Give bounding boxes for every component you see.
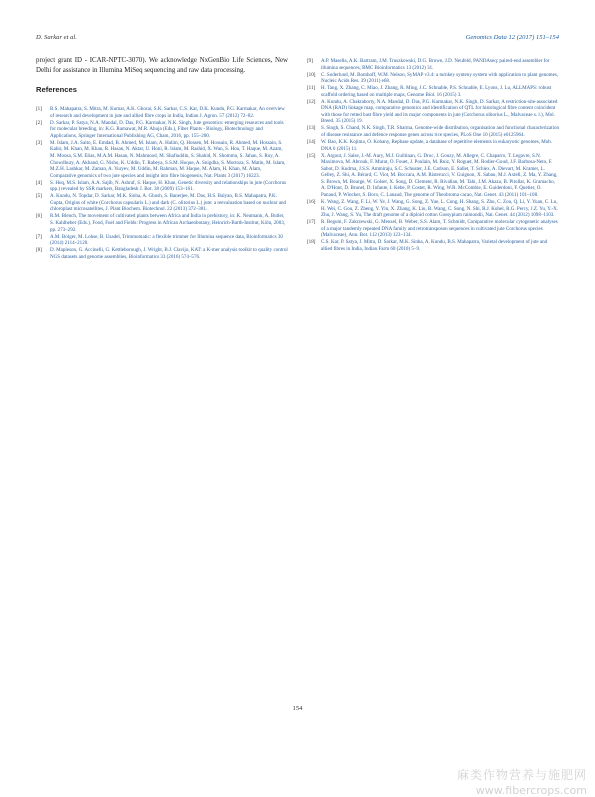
reference-citation[interactable]: X. Argout, J. Salse, J.-M. Aury, M.J. Guiltinan, G. Droc, J. Gouzy, M. Allegre, C. Chaparro, T. Legavre, S.N. Maximova, M. Abrouk, F. Murat, O. Fouet, J. Poulain, M. Ruiz, Y. Roguet, M. Rodier-Goud, J.F. Barbosa-Neto, F. Sabot, D. Kudrna, J.S.S. Ammiraju, S.C. Schuster, J.E. Carlson, E. Sallet, T. Schiex, A. Dievart, M. Kramer, L. Gelley, Z. Shi, A. Bérard, C. Viot, M. Boccara, A.M. Risterucci, V. Guignon, X. Sabau, M.J. Axtell, Z. Ma, Y. Zhang, S. Brown, M. Bourge, W. Golser, X. Song, D. Clement, R. Rivallan, M. Tahi, J.M. Akaza, B. Pitollat, K. Gramacho, A. D'Hont, D. Brunel, D. Infante, I. Kebe, P. Costet, R. Wing, W.R. McCombie, E. Guiderdoni, F. Quetier, O. Panaud, P. Wincker, S. Bocs, C. Lanaud, The genome of Theobroma cacao, Nat. Genet. 43 (2011) 101–108. (321, 152, 558, 198)
reference-number: [13] (307, 125, 316, 132)
reference-citation[interactable]: S. Huq, M.S. Islam, A.A. Sajib, N. Ashraf, S. Haque, H. Khan, Genetic diversity and relationships in jute (Corchorus spp.) revealed by SSR markers, Bangladesh J. Bot. 38 (2009) 153–161. (50, 179, 287, 193)
reference-item[interactable] (307, 239, 559, 252)
reference-number: [6] (36, 213, 42, 220)
reference-number: [10] (307, 71, 316, 78)
reference-citation[interactable]: R.M. Blench, The movement of cultivated plants between Africa and India in prehistory, in: K. Neumann, A. Butler, S. Kahlheber (Eds.), Food, Fuel and Fields: Progress in African Archaeobotany, Heinrich-Barth-Institut, Köln, 2003, pp. 273–292. (50, 213, 286, 233)
reference-item[interactable] (36, 234, 288, 247)
reference-list-right (307, 58, 559, 252)
watermark (457, 766, 587, 797)
reference-number: [17] (307, 219, 316, 226)
reference-citation[interactable]: A. Kundu, N. Topdar, D. Sarkar, M.K. Sinha, A. Ghosh, S. Banerjee, M. Das, H.S. Balyan, B.S. Mahapatra, P.K. Gupta, Origins of white (Corchorus capsularis L.) and dark (C. olitorius L.) jute: a reevaluation based on nuclear and chloroplast microsatellites, J. Plant Biochem. Biotechnol. 22 (2013) 372–381. (50, 193, 287, 213)
reference-item[interactable] (36, 213, 288, 233)
reference-citation[interactable]: A.M. Bolger, M. Lohse, B. Usadel, Trimmomatic: a flexible trimmer for Illumina sequence data, Bioinformatics 30 (2014) 2114–2120. (50, 233, 283, 247)
reference-number: [1] (36, 106, 42, 113)
reference-citation[interactable]: C.S. Kar, P. Satya, J. Mitra, D. Sarkar, M.K. Sinha, A. Kundu, B.S. Mahapatra, Varietal development of jute and allied fibres in India, Indian Farm 60 (2010) 5–9. (321, 239, 548, 252)
reference-item[interactable] (36, 120, 288, 140)
reference-number: [7] (36, 233, 42, 240)
reference-number: [9] (307, 58, 313, 64)
reference-item[interactable] (36, 180, 288, 193)
reference-item[interactable] (307, 72, 559, 85)
reference-item[interactable] (307, 199, 559, 219)
running-header-authors: D. Sarkar et al. (36, 34, 77, 41)
reference-number: [3] (36, 139, 42, 146)
reference-number: [15] (307, 152, 316, 159)
reference-citation[interactable]: M. Islam, J.A. Saito, E. Emdad, B. Ahmed, M. Islam, A. Halim, Q. Hossen, M. Hossain, R. Ahmed, M. Hossain, S. Kabir, M. Khan, M. Khan, R. Hasan, N. Aktar, U. Honi, R. Islam, M. Rashid, X. Wan, S. Hou, T. Haque, M. Azam, M. Moosa, S.M. Elias, M.A.M. Hasan, N. Mahmood, M. Shafiuddin, S. Shahid, N. Shommu, S. Jahan, S. Roy, A. Chowdhury, A. Akhand, G. Nisho, K. Uddin, T. Rabeya, S.S.M. Hoque, A. Snigdha, S. Mortoza, S. Matin, M. Islam, M.Z.H. Lashkar, M. Zaman, A. Yuryev, M. Uddin, M. Rahman, M. Haque, M. Alam, H. Khan, M. Alam, Comparative genomics of two jute species and insight into fibre biogenesis, Nat. Plants 3 (2017) 16223. (50, 139, 286, 179)
reference-item[interactable] (36, 193, 288, 213)
running-header-journal[interactable]: Genomics Data 12 (2017) 151–154 (465, 34, 559, 41)
reference-citation[interactable]: C. Soderlund, M. Bomhoff, W.M. Nelson, SyMAP v3.4: a turnkey synteny system with application to plant genomes, Nucleic Acids Res. 39 (2011) e68. (321, 71, 559, 85)
reference-citation[interactable]: H. Tang, X. Zhang, C. Miao, J. Zhang, R. Ming, J.C. Schnable, P.S. Schnable, E. Lyons, J. Lu, ALLMAPS: robust scaffold ordering based on multiple maps, Genome Biol. 16 (2015) 3. (321, 85, 552, 98)
left-column (36, 56, 288, 261)
reference-number: [16] (307, 198, 316, 205)
reference-number: [5] (36, 193, 42, 200)
reference-citation[interactable]: B.S. Mahapatra, S. Mitra, M. Kumar, A.K. Ghorai, S.K. Sarkar, C.S. Kar, D.K. Kundu, P.G. Karmakar, An overview of research and development in jute and allied fibre crops in India, Indian J. Agron. 57 (2012) 72–82. (50, 106, 285, 119)
reference-citation[interactable]: W. Bao, K.K. Kojima, O. Kohany, Repbase update, a database of repetitive elements in eukaryotic genomes, Mob. DNA 6 (2015) 11. (321, 139, 553, 152)
reference-number: [11] (307, 85, 316, 92)
right-column (307, 58, 559, 253)
reference-item[interactable] (36, 247, 288, 260)
reference-item[interactable] (307, 58, 559, 71)
page-number: 154 (292, 705, 303, 712)
reference-number: [8] (36, 247, 42, 254)
reference-item[interactable] (307, 153, 559, 199)
reference-number: [14] (307, 139, 316, 146)
reference-citation[interactable]: D. Mapleson, G. Accinelli, G. Kettleborough, J. Wright, B.J. Clavijo, KAT: a K-mer analysis toolkit to quality control NGS datasets and genome assemblies, Bioinformatics 33 (2016) 574–576. (50, 247, 288, 260)
watermark-site-name: 麻类作物营养与施肥网 (456, 768, 587, 782)
acknowledgement-text: project grant ID - ICAR-NPTC-3070). We acknowledge NxGenBio Life Sciences, New Delhi for assistance in Illumina MiSeq sequencing and raw data processing. (36, 57, 288, 74)
reference-number: [12] (307, 98, 316, 105)
reference-item[interactable] (307, 139, 559, 152)
reference-number: [18] (307, 239, 316, 246)
watermark-url: www.fibercrops.com (475, 784, 587, 797)
reference-number: [2] (36, 119, 42, 126)
reference-list-left (36, 106, 288, 260)
reference-number: [4] (36, 179, 42, 186)
reference-citation[interactable]: A.P. Masella, A.K. Bartram, J.M. Truszkowski, D.G. Brown, J.D. Neufeld, PANDAseq: paired-end assembler for illumina sequences, BMC Bioinformatics 13 (2012) 31. (321, 58, 550, 71)
reference-citation[interactable]: R. Begum, F. Zakrzewski, G. Menzel, B. Weber, S.S. Alam, T. Schmidt, Comparative molecular cytogenetic analyses of a major tandemly repeated DNA family and retrotransposon sequences in cultivated jute Corchorus species (Malvaceae), Ann. Bot. 112 (2013) 123–134. (321, 219, 558, 239)
reference-citation[interactable]: K. Wang, Z. Wang, F. Li, W. Ye, J. Wang, G. Song, Z. Yue, L. Cong, H. Shang, S. Zhu, C. Zou, Q. Li, Y. Yuan, C. Lu, H. Wei, C. Gou, Z. Zheng, Y. Yin, X. Zhang, K. Liu, B. Wang, C. Song, N. Shi, R.J. Kohel, R.G. Percy, J.Z. Yu, Y.-X. Zhu, J. Wang, S. Yu, The draft genome of a diploid cotton Gossypium raimondii, Nat. Genet. 44 (2012) 1098–1103. (321, 198, 559, 219)
reference-citation[interactable]: A. Kundu, A. Chakraborty, N.A. Mandal, D. Das, P.G. Karmakar, N.K. Singh, D. Sarkar, A restriction-site-associated DNA (RAD) linkage map, comparative genomics and identification of QTL for histological fibre content coincident with those for retted bast fibre yield and its major components in jute (Corchorus olitorius L., Malvaceae s. l.), Mol. Breed. 35 (2015) 19. (321, 98, 558, 125)
reference-item[interactable] (307, 85, 559, 98)
reference-item[interactable] (307, 219, 559, 239)
reference-citation[interactable]: D. Sarkar, P. Satya, N.A. Mandal, D. Das, P.G. Karmakar, N.K. Singh, Jute genomics: emerging resources and tools for molecular breeding, in: K.G. Ramawat, M.R. Ahuja (Eds.), Fiber Plants - Biology, Biotechnology and Applications, Springer International Publishing AG, Cham, 2016, pp. 155–200. (50, 119, 284, 139)
reference-item[interactable] (36, 140, 288, 179)
references-heading: References (36, 85, 77, 95)
reference-item[interactable] (36, 106, 288, 119)
reference-item[interactable] (307, 99, 559, 125)
reference-item[interactable] (307, 125, 559, 138)
reference-citation[interactable]: S. Singh, S. Chand, N.K. Singh, T.R. Sharma, Genome-wide distribution, organisation and functional characterization of disease resistance and defence response genes across rice species, PLoS One 10 (2015) e0125964. (321, 125, 560, 139)
